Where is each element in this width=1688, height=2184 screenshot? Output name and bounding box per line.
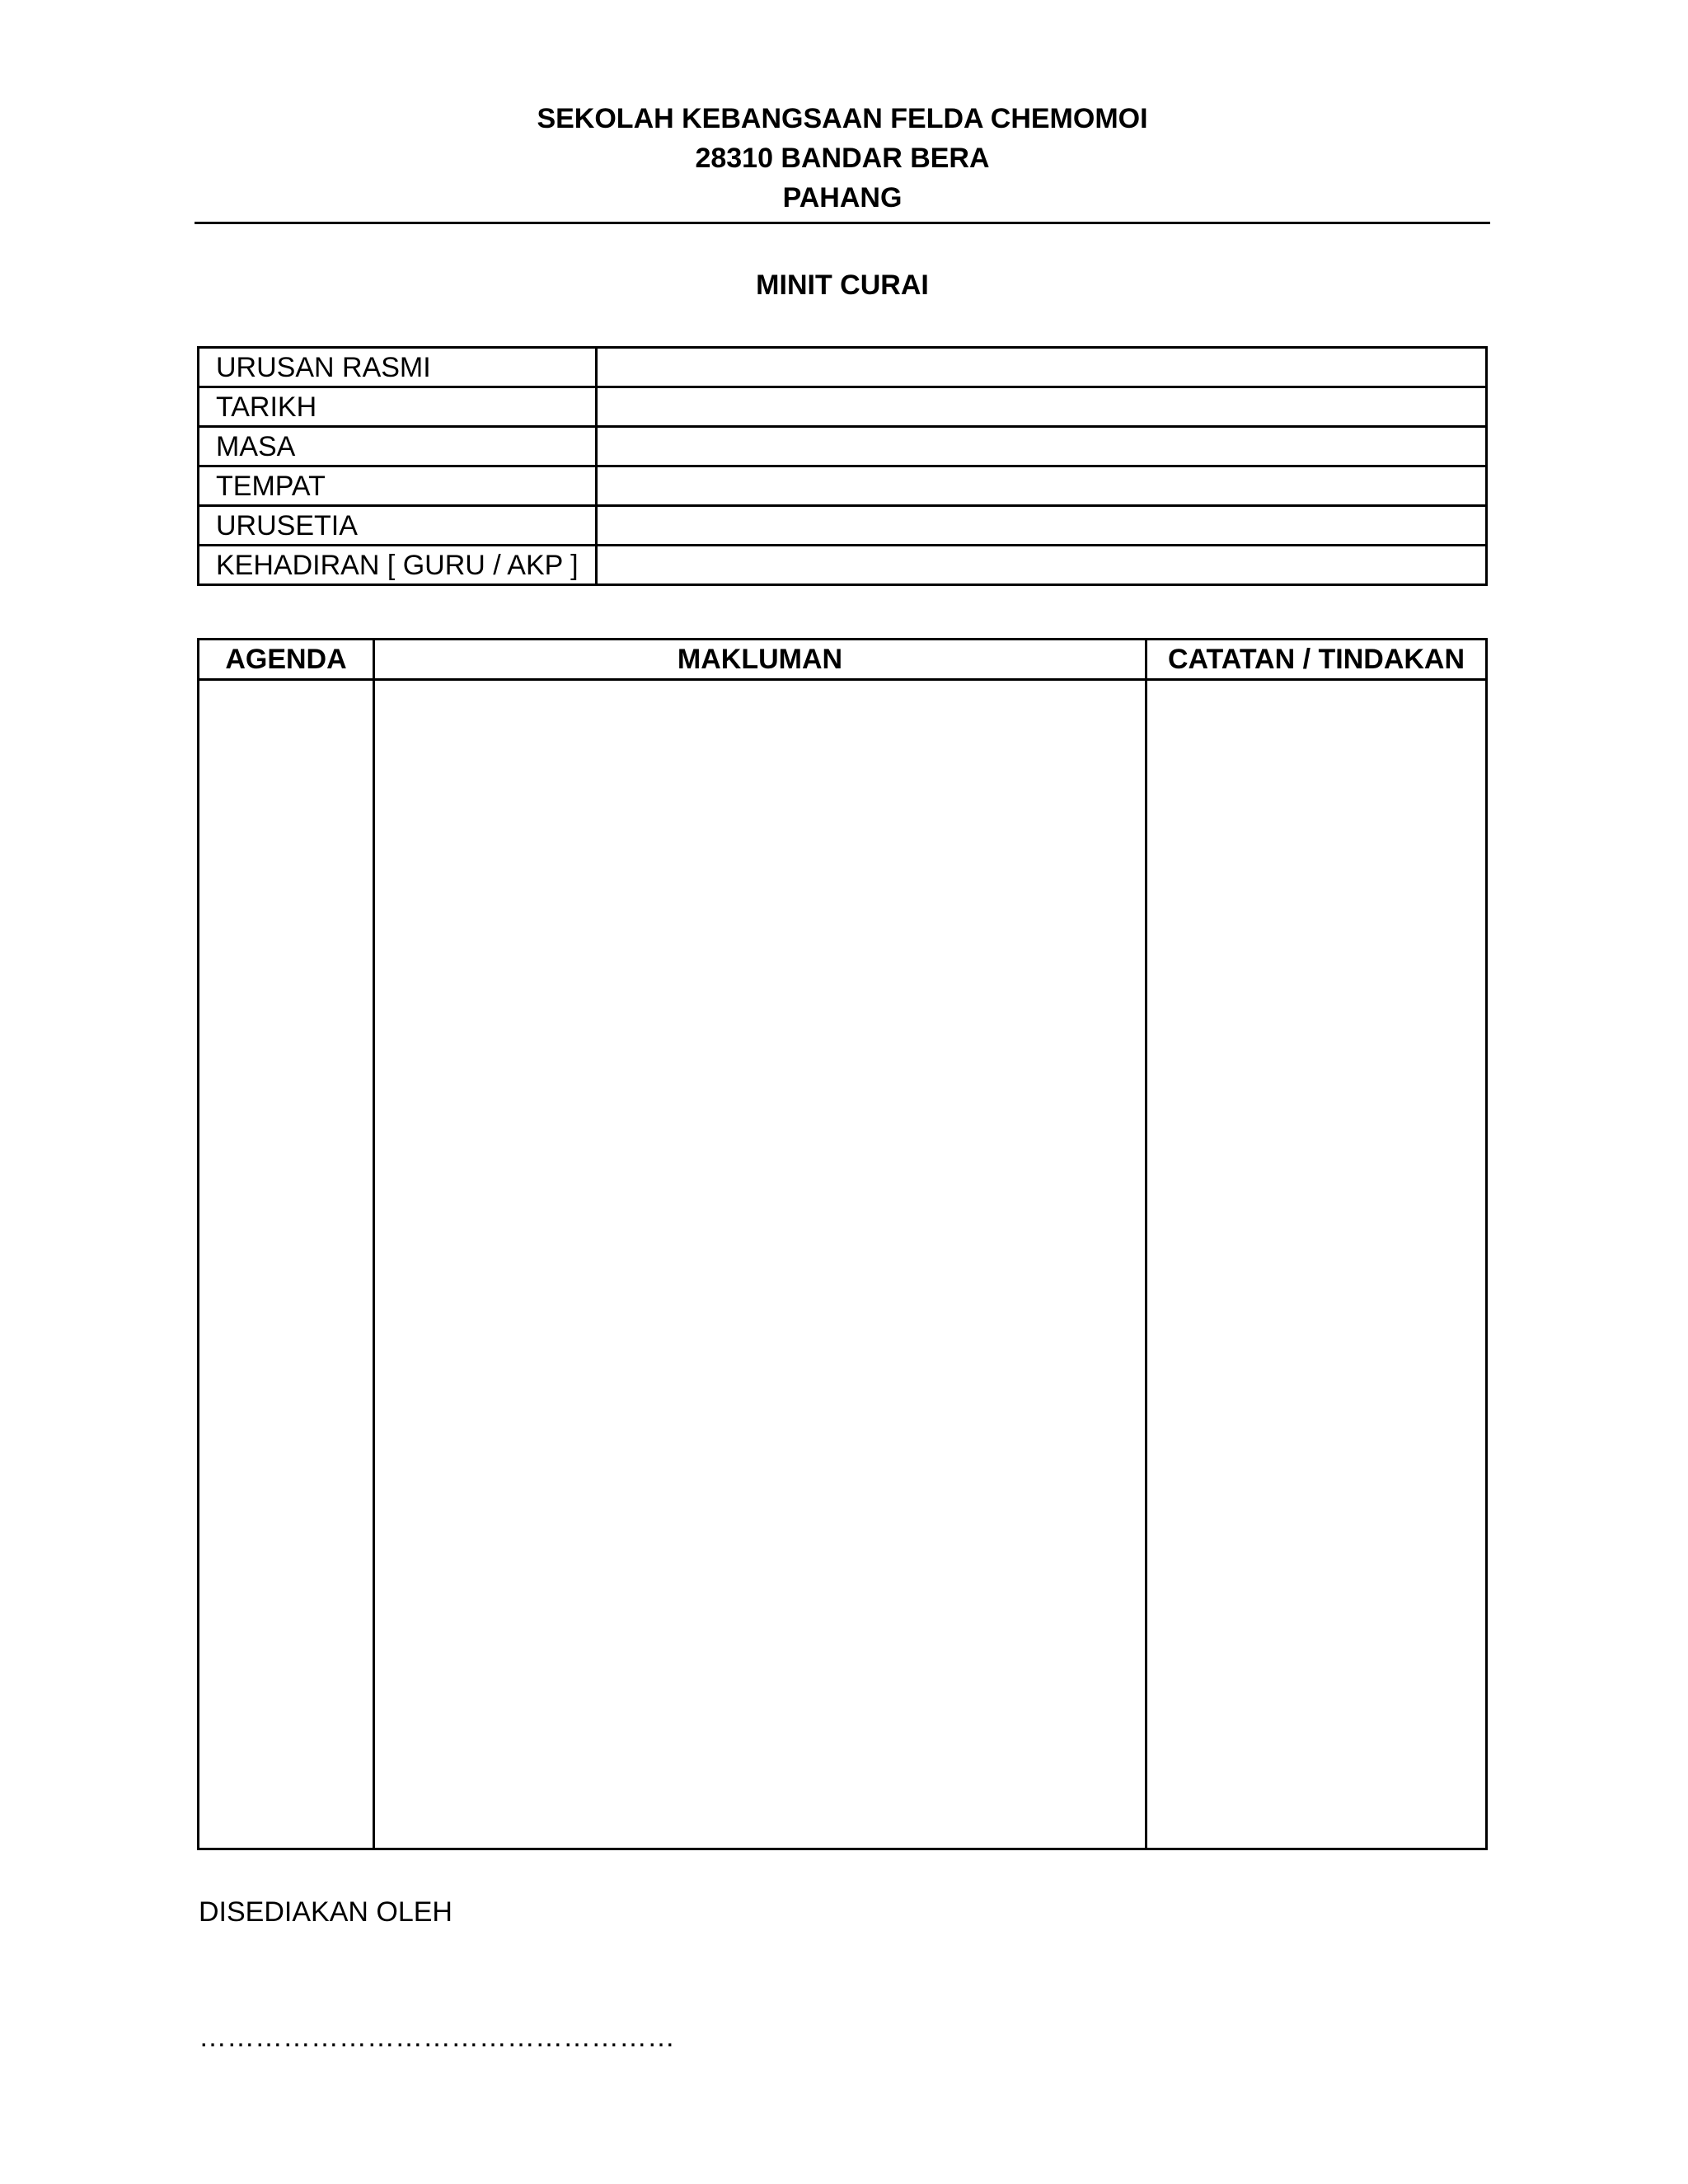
info-value-field[interactable] — [597, 427, 1487, 466]
school-address: 28310 BANDAR BERA — [695, 143, 990, 174]
meeting-info-table — [197, 346, 1488, 586]
info-label: TEMPAT — [199, 466, 597, 506]
document-header — [195, 99, 1490, 218]
info-value-field[interactable] — [597, 466, 1487, 506]
minutes-header-row — [199, 640, 1487, 680]
school-state: PAHANG — [782, 182, 903, 213]
header-divider — [195, 222, 1490, 224]
school-name: SEKOLAH KEBANGSAAN FELDA CHEMOMOI — [537, 103, 1148, 134]
minutes-table — [197, 638, 1488, 1850]
agenda-cell[interactable] — [199, 680, 374, 1849]
info-value-field[interactable] — [597, 387, 1487, 427]
info-label: MASA — [199, 427, 597, 466]
column-header-makluman: MAKLUMAN — [374, 640, 1146, 680]
info-value-field[interactable] — [597, 506, 1487, 546]
column-header-catatan-tindakan: CATATAN / TINDAKAN — [1146, 640, 1487, 680]
document-title: MINIT CURAI — [756, 269, 929, 301]
info-row-kehadiran — [199, 546, 1487, 585]
signature-line: …………………………………………… — [199, 2022, 675, 2053]
info-row-masa — [199, 427, 1487, 466]
info-label: TARIKH — [199, 387, 597, 427]
makluman-cell[interactable] — [374, 680, 1146, 1849]
info-row-urusan-rasmi — [199, 348, 1487, 387]
prepared-by-label: DISEDIAKAN OLEH — [199, 1896, 452, 1928]
info-value-field[interactable] — [597, 348, 1487, 387]
info-label: URUSETIA — [199, 506, 597, 546]
catatan-tindakan-cell[interactable] — [1146, 680, 1487, 1849]
info-value-field[interactable] — [597, 546, 1487, 585]
info-label: KEHADIRAN [ GURU / AKP ] — [199, 546, 597, 585]
info-row-tempat — [199, 466, 1487, 506]
column-header-agenda: AGENDA — [199, 640, 374, 680]
info-row-urusetia — [199, 506, 1487, 546]
info-label: URUSAN RASMI — [199, 348, 597, 387]
info-row-tarikh — [199, 387, 1487, 427]
minutes-body-row — [199, 680, 1487, 1849]
